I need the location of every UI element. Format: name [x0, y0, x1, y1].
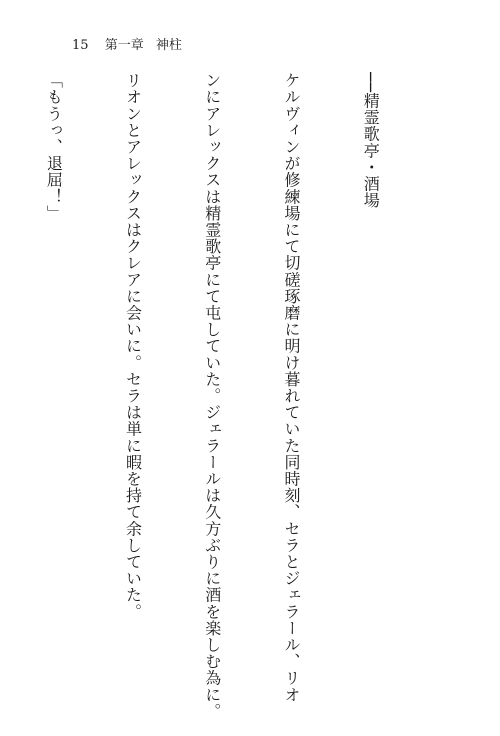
text-line: 「もうっ、退屈！」: [44, 72, 64, 222]
chapter-label: 第一章: [104, 38, 144, 53]
text-line: ンにアレックスは精霊歌亭にて屯していた。ジェラールは久方ぶりに酒を楽しむ為に。: [202, 72, 222, 720]
text-line: ケルヴィンが修練場にて切磋琢磨に明け暮れていた同時刻、セラとジェラール、リオ: [281, 72, 301, 703]
chapter-title: 神柱: [155, 38, 182, 53]
page-number: 15: [72, 38, 89, 53]
page-header: [72, 38, 182, 54]
text-line: リオンとアレックスはクレアに会いに。セラは単に暇を持て余していた。: [123, 72, 143, 620]
text-line: ──精霊歌亭・酒場: [361, 72, 381, 209]
vertical-body-text: [0, 72, 436, 720]
